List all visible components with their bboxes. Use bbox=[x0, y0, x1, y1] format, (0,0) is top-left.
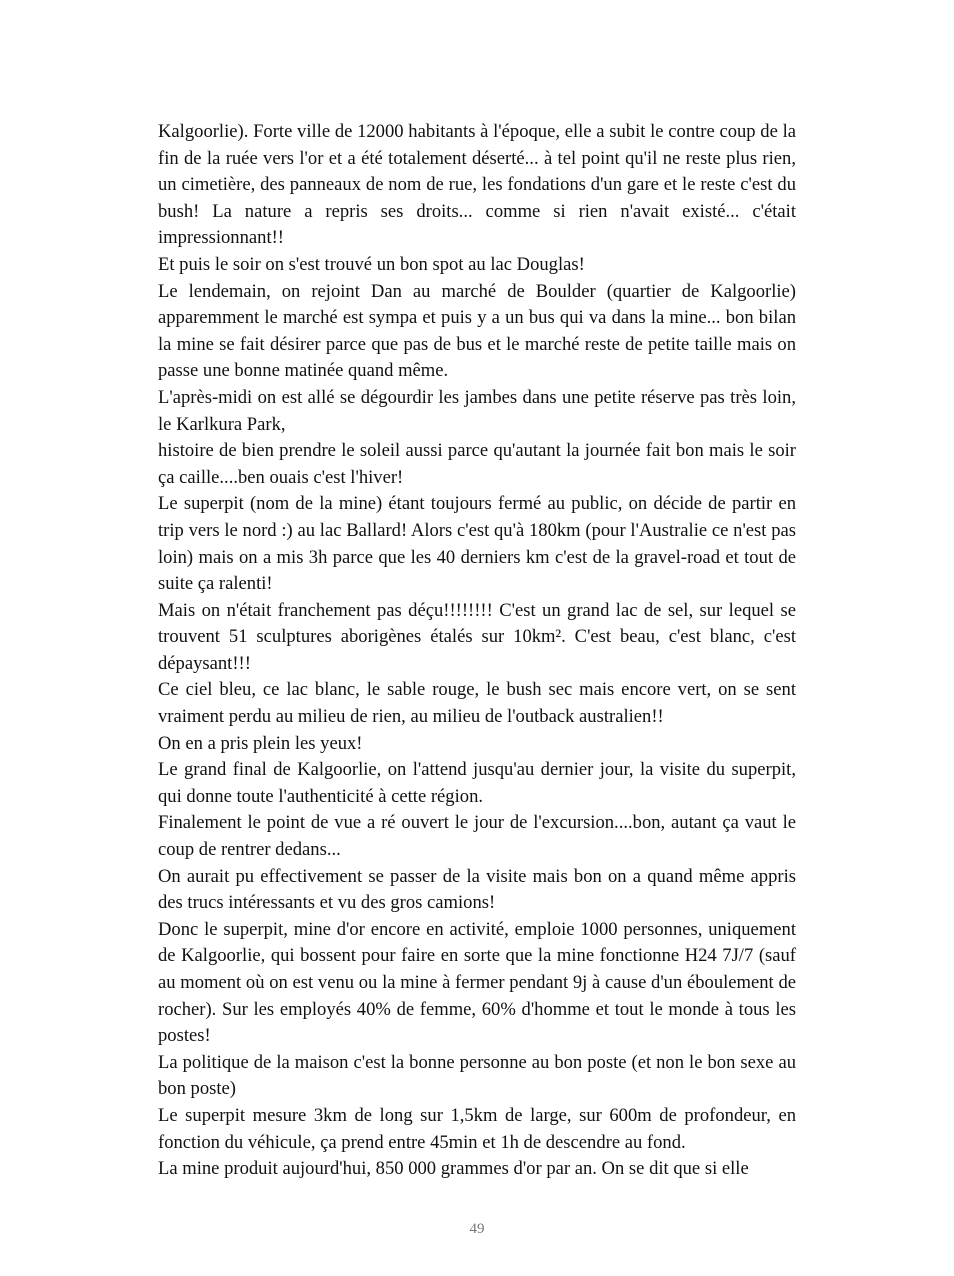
paragraph-boulder-market: Le lendemain, on rejoint Dan au marché de Boulder (quartier de Kalgoorlie) apparemment le marché est sympa et puis y a un bus qui va dans la mine... bon bilan la mine se fait désirer parce que pas de bus et le marché reste de petite taille mais on passe une bonne matinée quand même. bbox=[158, 280, 796, 382]
page-number: 49 bbox=[469, 1221, 485, 1237]
paragraph-superpit-employees: Donc le superpit, mine d'or encore en activité, emploie 1000 personnes, uniquement de Kalgoorlie, qui bossent pour faire en sorte que la mine fonctionne H24 7J/7 (sauf au moment où on est venu ou la mine à fermer pendant 9j à cause d'un éboulement de rocher). Sur les employés 40% de femme, 60% d'homme et tout le monde à tous les postes! bbox=[158, 918, 796, 1047]
body-text bbox=[158, 119, 796, 1183]
paragraph-grand-final: Le grand final de Kalgoorlie, on l'attend jusqu'au dernier jour, la visite du superpit, qui donne toute l'authenticité à cette région. bbox=[158, 759, 796, 807]
paragraph-superpit-dimensions: Le superpit mesure 3km de long sur 1,5km de large, sur 600m de profondeur, en fonction du véhicule, ça prend entre 45min et 1h de descendre au fond. bbox=[158, 1104, 796, 1153]
paragraph-gold-production: La mine produit aujourd'hui, 850 000 grammes d'or par an. On se dit que si elle bbox=[158, 1158, 749, 1180]
paragraph-visit-trucks: On aurait pu effectivement se passer de la visite mais bon on a quand même appris des trucs intéressants et vu des gros camions! bbox=[158, 865, 796, 914]
paragraph-winter-evening: histoire de bien prendre le soleil aussi parce qu'autant la journée fait bon mais le soir ça caille....ben ouais c'est l'hiver! bbox=[158, 440, 796, 488]
paragraph-lake-douglas: Et puis le soir on s'est trouvé un bon spot au lac Douglas! bbox=[158, 253, 585, 275]
paragraph-plein-les-yeux: On en a pris plein les yeux! bbox=[158, 732, 363, 754]
paragraph-company-policy: La politique de la maison c'est la bonne personne au bon poste (et non le bon sexe au bon poste) bbox=[158, 1051, 796, 1100]
paragraph-kalgoorlie-ghost-town: Kalgoorlie). Forte ville de 12000 habitants à l'époque, elle a subit le contre coup de la fin de la ruée vers l'or et a été totalement déserté... à tel point qu'il ne reste plus rien, un cimetière, des panneaux de nom de rue, les fondations d'un gare et le reste c'est du bush! La nature a repris ses droits... comme si rien n'avait existé... c'était impressionnant!! bbox=[158, 121, 796, 249]
paragraph-lake-ballard-trip: Le superpit (nom de la mine) étant toujours fermé au public, on décide de partir en trip vers le nord :) au lac Ballard! Alors c'est qu'à 180km (pour l'Australie ce n'est pas loin) mais on a mis 3h parce que les 40 derniers km c'est de la gravel-road et tout de suite ça ralenti! bbox=[158, 493, 796, 595]
paragraph-lookout-reopened: Finalement le point de vue a ré ouvert le jour de l'excursion....bon, autant ça vaut le coup de rentrer dedans... bbox=[158, 812, 796, 861]
paragraph-outback-landscape: Ce ciel bleu, ce lac blanc, le sable rouge, le bush sec mais encore vert, on se sent vraiment perdu au milieu de rien, au milieu de l'outback australien!! bbox=[158, 679, 796, 728]
paragraph-karlkura-park: L'après-midi on est allé se dégourdir les jambes dans une petite réserve pas très loin, le Karlkura Park, bbox=[158, 386, 796, 435]
paragraph-salt-lake-sculptures: Mais on n'était franchement pas déçu!!!!!!!! C'est un grand lac de sel, sur lequel se trouvent 51 sculptures aborigènes étalés sur 10km². C'est beau, c'est blanc, c'est dépaysant!!! bbox=[158, 599, 796, 674]
